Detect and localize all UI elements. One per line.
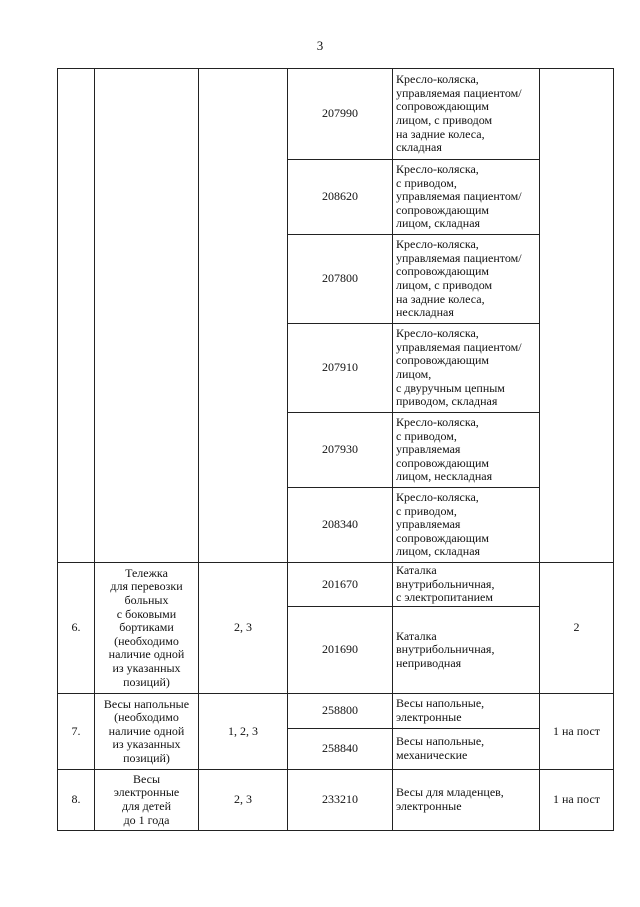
levels-cell <box>199 69 288 563</box>
code-cell: 258840 <box>288 729 393 770</box>
item-name-cell: Кресло-коляска, с приводом, управляемая пациентом/ сопровождающим лицом, складная <box>393 160 540 235</box>
table-row <box>58 563 614 607</box>
code-cell: 208340 <box>288 488 393 563</box>
code-cell: 233210 <box>288 770 393 831</box>
code-cell: 207800 <box>288 235 393 324</box>
item-name-cell: Кресло-коляска, управляемая пациентом/ сопровождающим лицом, с приводом на задние колеса, складная <box>393 69 540 160</box>
code-cell: 207930 <box>288 413 393 488</box>
item-name-cell: Весы напольные, электронные <box>393 694 540 729</box>
code-cell: 201690 <box>288 607 393 694</box>
code-cell: 207910 <box>288 324 393 413</box>
equipment-name-cell <box>95 69 199 563</box>
equipment-name-cell: Тележка для перевозки больных с боковыми бортиками (необходимо наличие одной из указанных позиций) <box>95 563 199 694</box>
levels-cell: 1, 2, 3 <box>199 694 288 770</box>
item-name-cell: Весы для младенцев, электронные <box>393 770 540 831</box>
levels-cell: 2, 3 <box>199 563 288 694</box>
item-name-cell: Кресло-коляска, управляемая пациентом/ сопровождающим лицом, с двуручным цепным приводом, складная <box>393 324 540 413</box>
quantity-cell <box>540 69 614 563</box>
equipment-name-cell: Весы электронные для детей до 1 года <box>95 770 199 831</box>
code-cell: 208620 <box>288 160 393 235</box>
code-cell: 258800 <box>288 694 393 729</box>
row-number-cell: 6. <box>58 563 95 694</box>
item-name-cell: Кресло-коляска, с приводом, управляемая сопровождающим лицом, складная <box>393 488 540 563</box>
code-cell: 201670 <box>288 563 393 607</box>
row-number-cell: 8. <box>58 770 95 831</box>
row-number-cell <box>58 69 95 563</box>
item-name-cell: Весы напольные, механические <box>393 729 540 770</box>
quantity-cell: 1 на пост <box>540 770 614 831</box>
table-row <box>58 694 614 729</box>
item-name-cell: Кресло-коляска, с приводом, управляемая сопровождающим лицом, нескладная <box>393 413 540 488</box>
item-name-cell: Кресло-коляска, управляемая пациентом/ сопровождающим лицом, с приводом на задние колеса, нескладная <box>393 235 540 324</box>
equipment-table <box>57 68 614 831</box>
item-name-cell: Каталка внутрибольничная, с электропитанием <box>393 563 540 607</box>
row-number-cell: 7. <box>58 694 95 770</box>
page-number: 3 <box>316 38 324 53</box>
code-cell: 207990 <box>288 69 393 160</box>
quantity-cell: 1 на пост <box>540 694 614 770</box>
quantity-cell: 2 <box>540 563 614 694</box>
table-row <box>58 770 614 831</box>
table-row <box>58 69 614 160</box>
equipment-name-cell: Весы напольные (необходимо наличие одной из указанных позиций) <box>95 694 199 770</box>
levels-cell: 2, 3 <box>199 770 288 831</box>
item-name-cell: Каталка внутрибольничная, неприводная <box>393 607 540 694</box>
